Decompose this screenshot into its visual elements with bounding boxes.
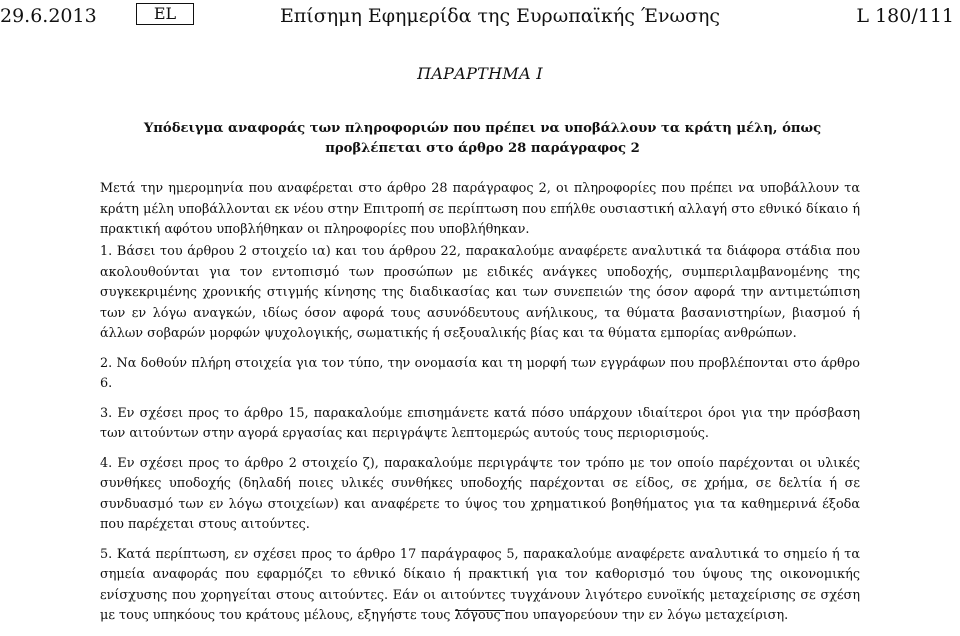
list-item	[100, 242, 860, 345]
item-text: Κατά περίπτωση, εν σχέσει προς το άρθρο 17 παράγραφος 5, παρακαλούμε αναφέρετε αναλυτικά το σημείο ή τα σημεία αναφοράς που εφαρμόζει το εθνικό δίκαιο ή πρακτική για τον καθορισμό του ύψους της οικονομικής ενίσχυσης που χορηγείται στους αιτούντες. Εάν οι αιτούντες τυγχάνουν λιγότερο ευνοϊκής μεταχείρισης σε σχέση με τους υπηκόους του κράτους μέλους, εξηγήστε τους λόγους που υπαγορεύουν την εν λόγω μεταχείριση.	[100, 546, 860, 623]
footer-divider	[455, 610, 505, 611]
item-text: Να δοθούν πλήρη στοιχεία για τον τύπο, την ονομασία και τη μορφή των εγγράφων που προβλέπονται στο άρθρο 6.	[100, 355, 860, 391]
item-number: 5.	[100, 546, 113, 562]
journal-title: Επίσημη Εφημερίδα της Ευρωπαϊκής Ένωσης	[279, 5, 721, 27]
item-number: 1.	[100, 244, 113, 259]
list-item	[100, 545, 860, 627]
intro-paragraph: Μετά την ημερομηνία που αναφέρεται στο άρθρο 28 παράγραφος 2, οι πληροφορίες που πρέπει να υποβάλλουν τα κράτη μέλη υποβάλλονται εκ νέου στην Επιτροπή σε περίπτωση που επήλθε ουσιαστική αλλαγή στο εθνικό δίκαιο ή πρακτική αφότου υποβλήθηκαν οι πληροφορίες που υποβλήθηκαν.	[100, 181, 860, 237]
page-header	[0, 0, 960, 32]
language-badge: EL	[136, 3, 194, 25]
item-number: 2.	[100, 355, 113, 371]
page-reference: L 180/111	[856, 5, 954, 27]
item-text: Εν σχέσει προς το άρθρο 15, παρακαλούμε επισημάνετε κατά πόσο υπάρχουν ιδιαίτεροι όροι για την πρόσβαση των αιτούντων στην αγορά εργασίας και περιγράψτε λεπτομερώς αυτούς τους περιορισμούς.	[100, 405, 860, 441]
list-item	[100, 404, 860, 445]
document-title: Υπόδειγμα αναφοράς των πληροφοριών που πρέπει να υποβάλλουν τα κράτη μέλη, όπως προβλέπεται στο άρθρο 28 παράγραφος 2	[143, 121, 822, 156]
item-text: Βάσει του άρθρου 2 στοιχείο ια) και του άρθρου 22, παρακαλούμε αναφέρετε αναλυτικά τα διάφορα στάδια που ακολουθούνται για τον εντοπισμό των προσώπων με ειδικές ανάγκες υποδοχής, συμπεριλαμβανομένης της συγκεκριμένης χρονικής στιγμής κίνησης της διαδικασίας και των συνεπειών της όσον αφορά την αντιμετώπιση των εν λόγω αναγκών, ιδίως όσον αφορά τους ασυνόδευτους ανήλικους, τα θύματα βασανιστηρίων, βιασμού ή άλλων σοβαρών μορφών ψυχολογικής, σωματικής ή σεξουαλικής βίας και τα θύματα εμπορίας ανθρώπων.	[100, 244, 860, 341]
item-text: Εν σχέσει προς το άρθρο 2 στοιχείο ζ), παρακαλούμε περιγράψτε τον τρόπο με τον οποίο παρέχονται οι υλικές συνθήκες υποδοχής (δηλαδή ποιες υλικές συνθήκες υποδοχής παρέχονται σε είδος, σε χρήμα, σε δελτία ή σε συνδυασμό των εν λόγω στοιχείων) και αναφέρετε το ύψος του χρηματικού βοηθήματος για τα καθημερινά έξοδα που παρέχεται στους αιτούντες.	[100, 455, 860, 532]
annex-title: ΠΑΡΑΡΤΗΜΑ I	[417, 64, 543, 83]
list-item	[100, 454, 860, 536]
publication-date: 29.6.2013	[0, 5, 97, 27]
list-item	[100, 354, 860, 395]
item-number: 3.	[100, 405, 113, 421]
item-number: 4.	[100, 455, 113, 471]
numbered-list	[100, 242, 860, 636]
